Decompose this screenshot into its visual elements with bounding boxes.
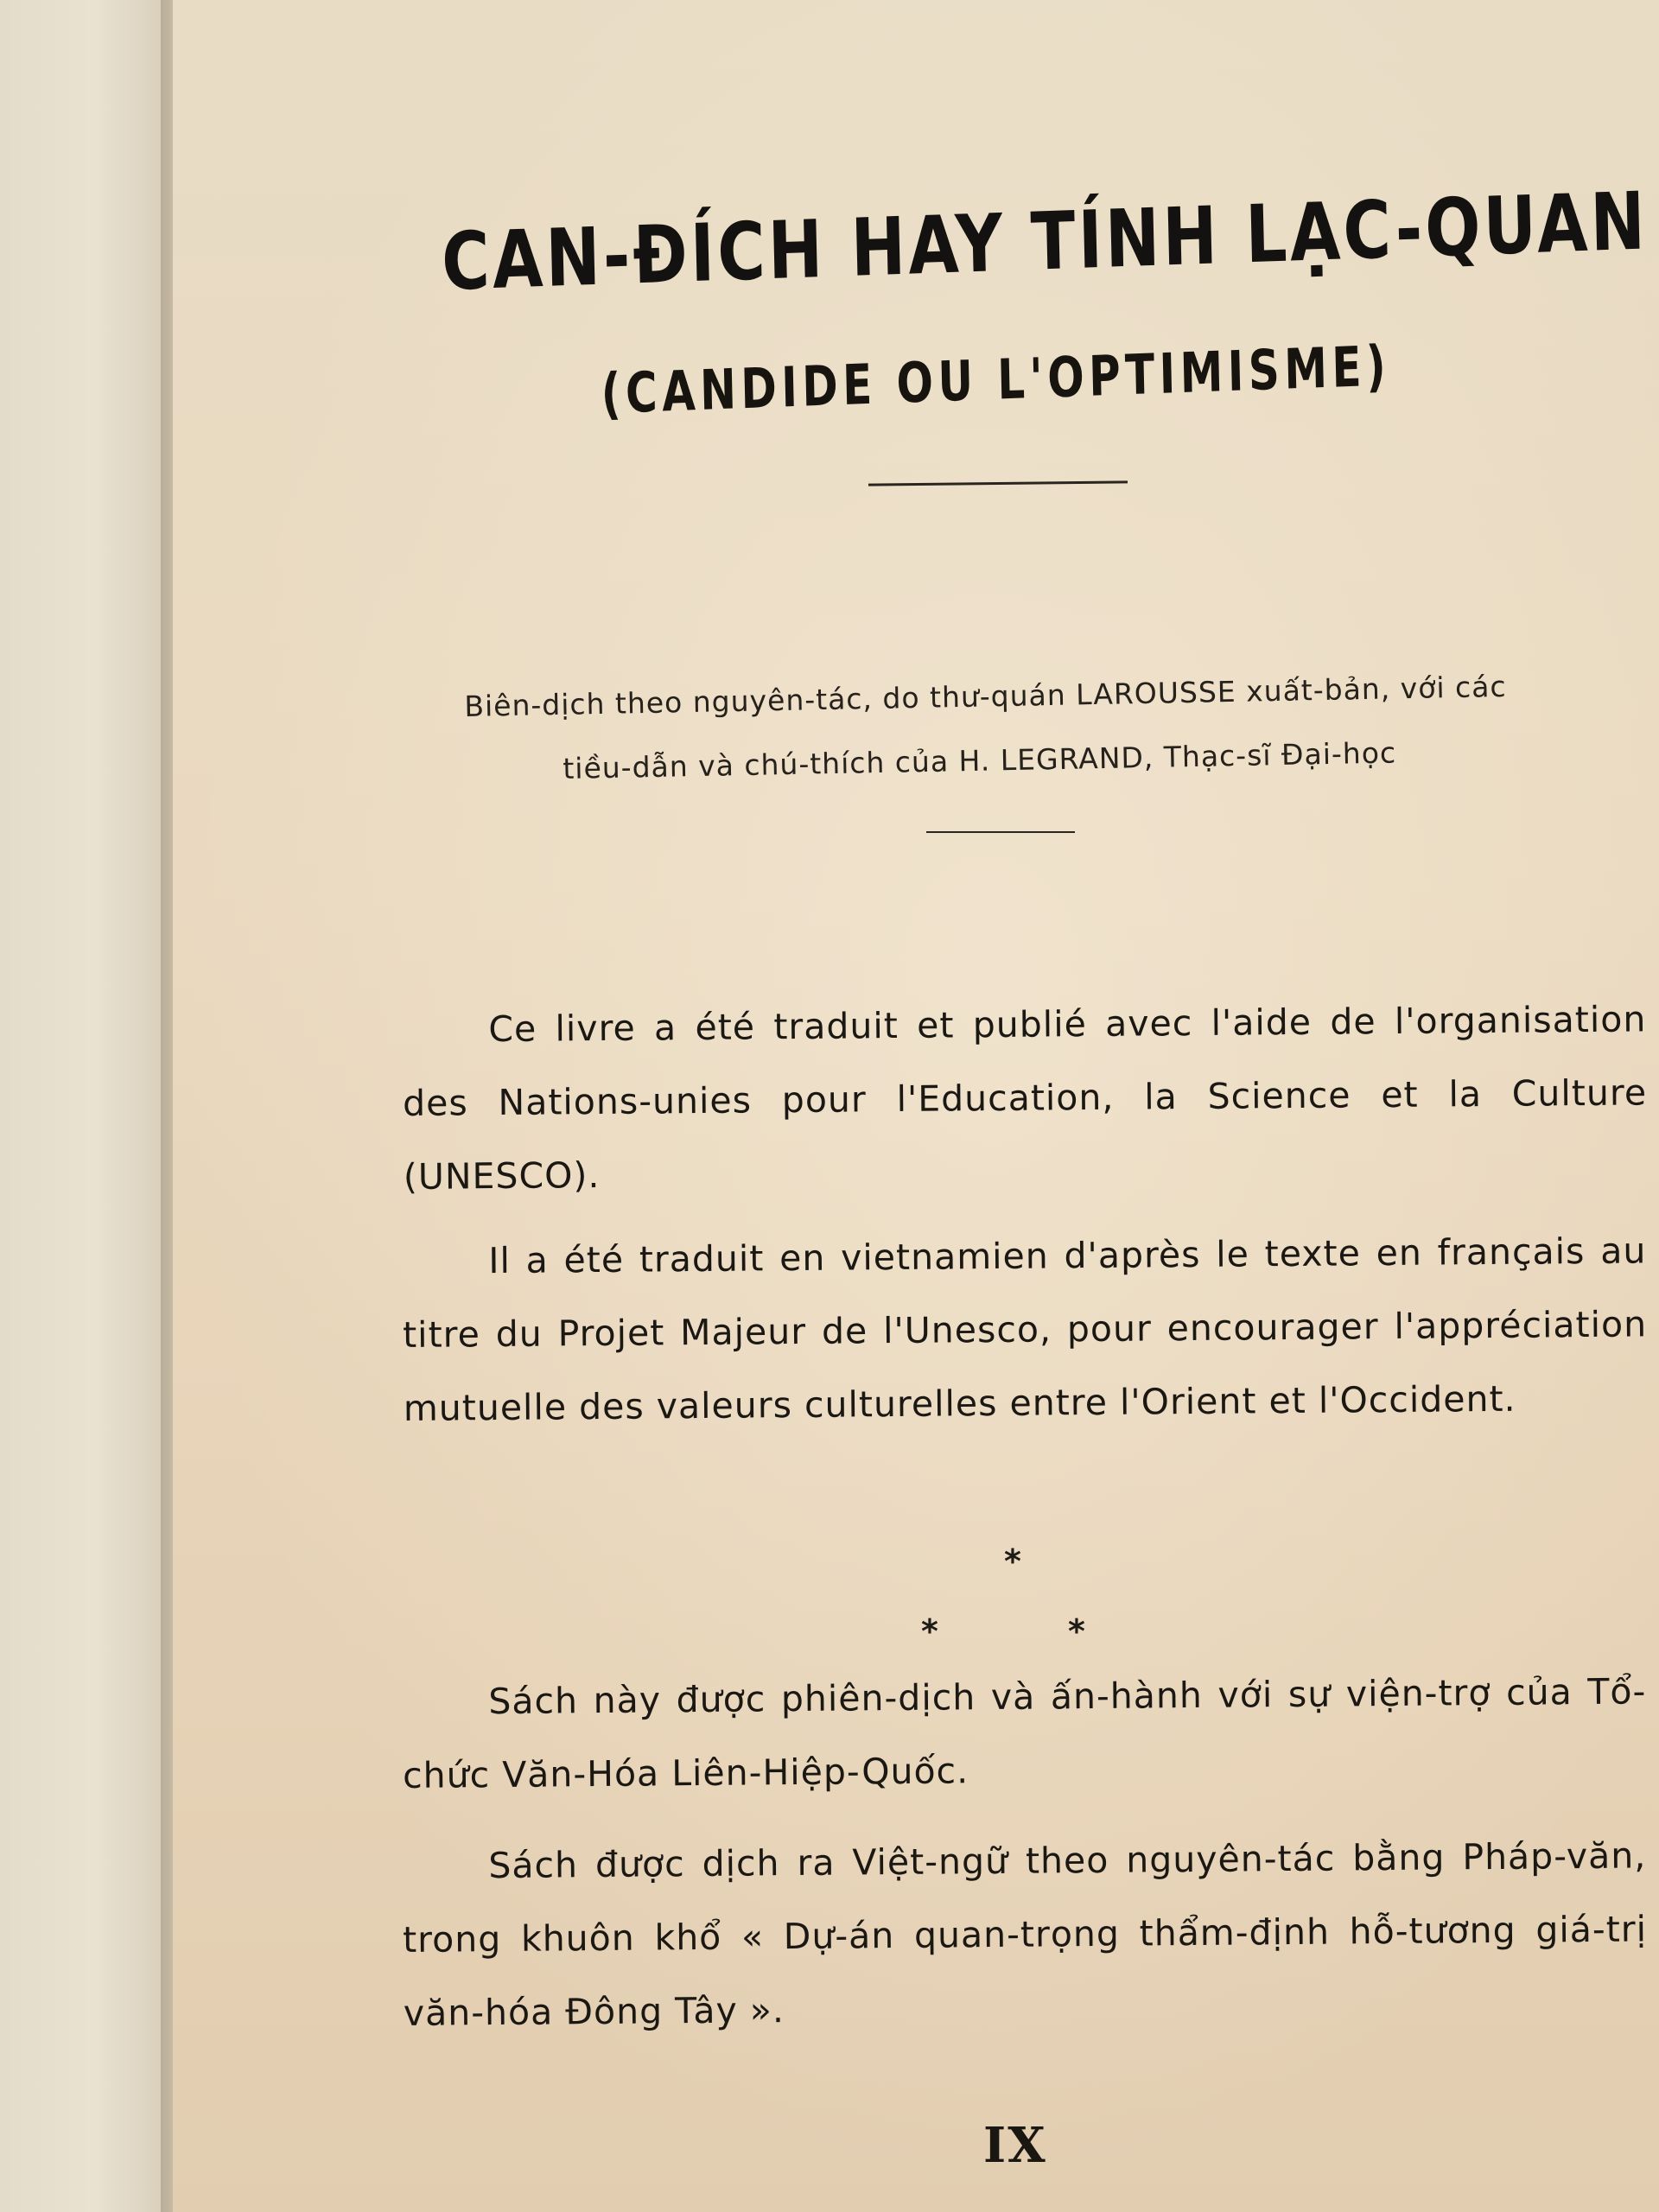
vietnamese-paragraph-1: Sách này được phiên-dịch và ấn-hành với sự viện-trợ của Tổ-chức Văn-Hóa Liên-Hiệp-Quốc. <box>402 1670 1647 1796</box>
page-number: IX <box>983 2117 1047 2174</box>
translation-credit-line-1: Biên-dịch theo nguyên-tác, do thư-quán LAROUSSE xuất-bản, với các <box>464 669 1507 723</box>
asterism-star-right: * <box>1068 1612 1085 1650</box>
book-page <box>173 0 1659 2212</box>
page-title: CAN-ĐÍCH HAY TÍNH LẠC-QUAN <box>441 175 1649 308</box>
translation-credit-line-2: tiều-dẫn và chú-thích của H. LEGRAND, Thạc-sĩ Đại-học <box>563 735 1397 785</box>
asterism-star-top: * <box>1004 1542 1021 1580</box>
credit-divider <box>926 831 1075 833</box>
facing-page <box>0 0 173 2212</box>
asterism-star-left: * <box>921 1612 938 1650</box>
french-paragraph-2: Il a été traduit en vietnamien d'après le texte en français au titre du Projet Majeur de l'Unesco, pour encourager l'appréciation mutuelle des valeurs culturelles entre l'Orient et l'Occident. <box>402 1230 1648 1429</box>
french-paragraph-1: Ce livre a été traduit et publié avec l'aide de l'organisation des Nations-unies pour l'Education, la Science et la Culture (UNESCO). <box>402 998 1648 1198</box>
vietnamese-paragraph-2: Sách được dịch ra Việt-ngữ theo nguyên-tác bằng Pháp-văn, trong khuôn khổ « Dự-án quan-trọng thẩm-định hỗ-tương giá-trị văn-hóa Đông Tây ». <box>402 1834 1648 2034</box>
page-subtitle: (CANDIDE OU L'OPTIMISME) <box>601 334 1391 427</box>
title-divider <box>868 480 1128 486</box>
